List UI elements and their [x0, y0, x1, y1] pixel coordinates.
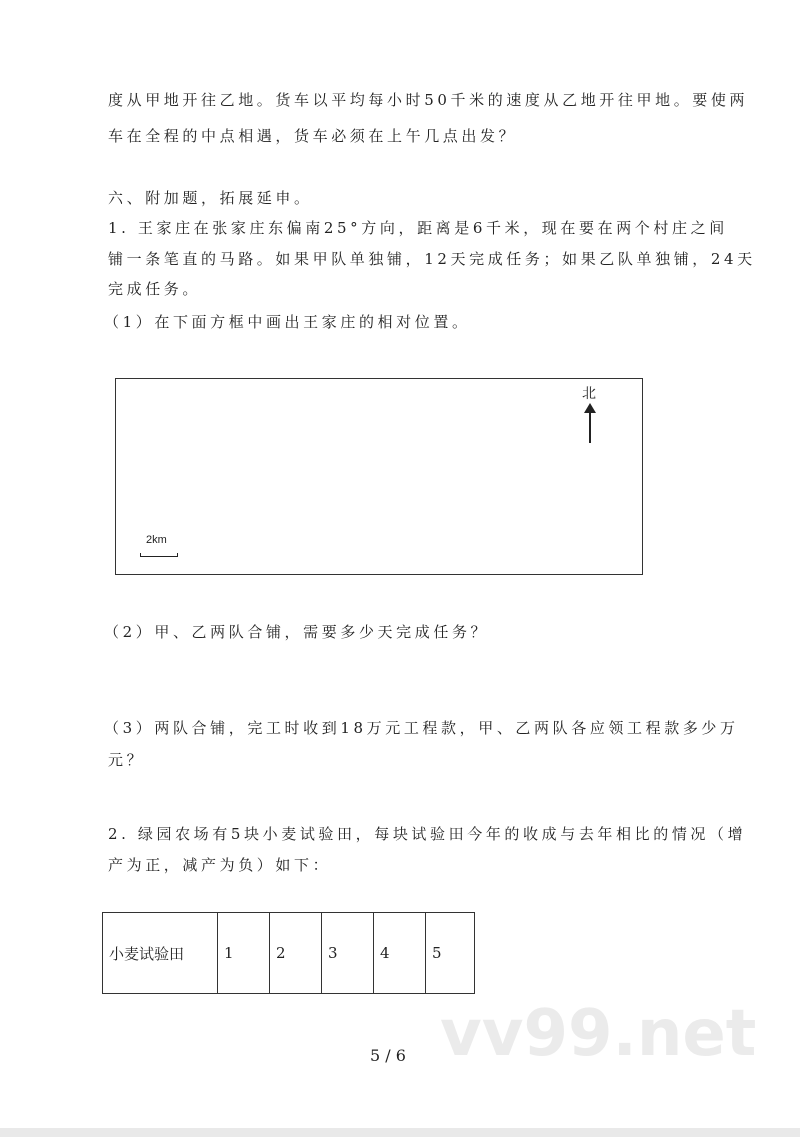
table-cell: 2 [270, 913, 322, 994]
question-2-text: 产为正，减产为负）如下： [108, 856, 332, 874]
watermark: vv99.net [440, 997, 757, 1071]
page-bottom-edge [0, 1128, 800, 1137]
sub-question-2: （2）甲、乙两队合铺，需要多少天完成任务？ [104, 623, 490, 641]
table-row [103, 913, 475, 994]
question-1-text: 完成任务。 [108, 280, 202, 298]
north-label: 北 [582, 386, 596, 402]
north-arrow-shaft [589, 405, 591, 443]
table-cell: 4 [374, 913, 426, 994]
text-line: 车在全程的中点相遇，货车必须在上午几点出发？ [108, 127, 518, 145]
question-1-text: 铺一条笔直的马路。如果甲队单独铺，12天完成任务；如果乙队单独铺，24天 [108, 250, 756, 268]
sub-question-1: （1）在下面方框中画出王家庄的相对位置。 [104, 313, 471, 331]
question-1-text: 1. 王家庄在张家庄东偏南25°方向，距离是6千米，现在要在两个村庄之间 [108, 219, 728, 237]
sub-question-3: 元？ [108, 751, 146, 769]
section-heading: 六、附加题，拓展延申。 [108, 189, 313, 207]
page-number: 5 / 6 [370, 1046, 406, 1065]
scale-bar [140, 553, 178, 557]
wheat-field-table [102, 912, 475, 994]
table-cell: 1 [218, 913, 270, 994]
table-cell: 5 [426, 913, 475, 994]
table-cell: 3 [322, 913, 374, 994]
table-header-cell: 小麦试验田 [103, 913, 218, 994]
drawing-box [115, 378, 643, 575]
text-line: 度从甲地开往乙地。货车以平均每小时50千米的速度从乙地开往甲地。要使两 [108, 91, 749, 109]
question-2-text: 2. 绿园农场有5块小麦试验田，每块试验田今年的收成与去年相比的情况（增 [108, 825, 747, 843]
scale-label: 2km [146, 534, 167, 546]
sub-question-3: （3）两队合铺，完工时收到18万元工程款，甲、乙两队各应领工程款多少万 [104, 719, 739, 737]
